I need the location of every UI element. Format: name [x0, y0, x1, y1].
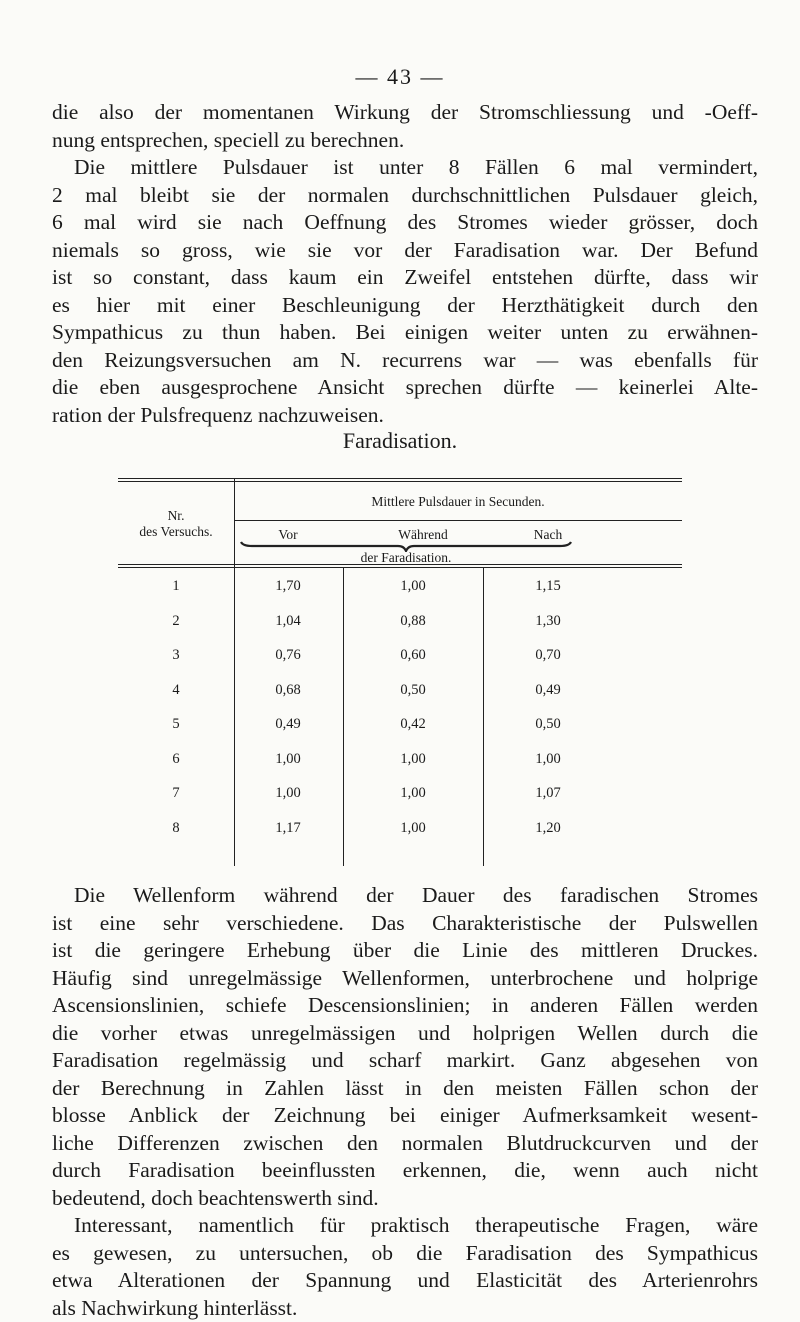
column-divider [483, 567, 484, 866]
text-line: die eben ausgesprochene Ansicht sprechen dürfte — keinerlei Alte- [52, 374, 758, 402]
text-line: die also der momentanen Wirkung der Stromschliessung und -Oeff- [52, 99, 758, 127]
paragraph-1 [52, 99, 758, 429]
table-cell-nr: 6 [136, 751, 216, 768]
text-line: nung entsprechen, speciell zu berechnen. [52, 127, 758, 155]
text-line: durch Faradisation beeinflussten erkennen, die, wenn auch nicht [52, 1157, 758, 1185]
table-cell-waehrend: 0,60 [373, 647, 453, 664]
column-divider [343, 567, 344, 866]
table-cell-nr: 8 [136, 820, 216, 837]
col-nr-label-2: des Versuchs. [118, 524, 234, 540]
text-line: als Nachwirkung hinterlässt. [52, 1295, 758, 1322]
table-cell-waehrend: 1,00 [373, 578, 453, 595]
table-cell-vor: 1,17 [248, 820, 328, 837]
text-line: 6 mal wird sie nach Oeffnung des Stromes wieder grösser, doch [52, 209, 758, 237]
table-cell-waehrend: 0,88 [373, 613, 453, 630]
text-line: bedeutend, doch beachtenswerth sind. [52, 1185, 758, 1213]
text-line: die vorher etwas unregelmässigen und holprigen Wellen durch die [52, 1020, 758, 1048]
text-line: den Reizungsversuchen am N. recurrens war — was ebenfalls für [52, 347, 758, 375]
text-line: Die mittlere Pulsdauer ist unter 8 Fällen 6 mal vermindert, [52, 154, 758, 182]
text-line: Ascensionslinien, schiefe Descensionslinien; in anderen Fällen werden [52, 992, 758, 1020]
table-cell-nach: 1,00 [508, 751, 588, 768]
table-cell-nach: 0,50 [508, 716, 588, 733]
table-cell-vor: 1,00 [248, 751, 328, 768]
col-nach-header: Nach [498, 527, 598, 543]
text-line: Häufig sind unregelmässige Wellenformen, unterbrochene und holprige [52, 965, 758, 993]
table-cell-nach: 1,07 [508, 785, 588, 802]
paragraph-2 [52, 882, 758, 1322]
table-cell-nach: 1,15 [508, 578, 588, 595]
table-cell-waehrend: 0,42 [373, 716, 453, 733]
table-cell-nr: 5 [136, 716, 216, 733]
table-cell-vor: 1,04 [248, 613, 328, 630]
column-divider [234, 478, 235, 866]
table-cell-nr: 2 [136, 613, 216, 630]
table-cell-vor: 0,49 [248, 716, 328, 733]
text-line: ist so constant, dass kaum ein Zweifel entstehen dürfte, dass wir [52, 264, 758, 292]
table-top-rule [118, 478, 682, 479]
text-line: es gewesen, zu untersuchen, ob die Faradisation des Sympathicus [52, 1240, 758, 1268]
table-cell-vor: 0,68 [248, 682, 328, 699]
text-line: Interessant, namentlich für praktisch therapeutische Fragen, wäre [52, 1212, 758, 1240]
table-cell-waehrend: 1,00 [373, 751, 453, 768]
pulse-duration-table [118, 478, 682, 866]
header-sub-rule [234, 520, 682, 521]
text-line: Die Wellenform während der Dauer des faradischen Stromes [52, 882, 758, 910]
header-bottom-rule [118, 567, 682, 568]
table-cell-waehrend: 1,00 [373, 785, 453, 802]
table-cell-nach: 0,70 [508, 647, 588, 664]
text-line: Sympathicus zu thun haben. Bei einigen weiter unten zu erwähnen- [52, 319, 758, 347]
table-cell-nr: 4 [136, 682, 216, 699]
table-cell-vor: 1,70 [248, 578, 328, 595]
table-cell-nr: 3 [136, 647, 216, 664]
group-header: Mittlere Pulsdauer in Secunden. [234, 494, 682, 510]
table-cell-nach: 1,20 [508, 820, 588, 837]
table-cell-nr: 1 [136, 578, 216, 595]
table-cell-vor: 1,00 [248, 785, 328, 802]
table-cell-waehrend: 1,00 [373, 820, 453, 837]
section-heading: Faradisation. [0, 428, 800, 454]
brace-label: der Faradisation. [268, 550, 544, 566]
text-line: blosse Anblick der Zeichnung bei einiger Aufmerksamkeit wesent- [52, 1102, 758, 1130]
text-line: ration der Pulsfrequenz nachzuweisen. [52, 402, 758, 430]
text-line: der Berechnung in Zahlen lässt in den meisten Fällen schon der [52, 1075, 758, 1103]
col-nr-label: Nr. [118, 508, 234, 524]
text-line: ist eine sehr verschiedene. Das Charakteristische der Pulswellen [52, 910, 758, 938]
text-line: es hier mit einer Beschleunigung der Herzthätigkeit durch den [52, 292, 758, 320]
col-waehrend-header: Während [373, 527, 473, 543]
page-number: — 43 — [0, 64, 800, 90]
text-line: etwa Alterationen der Spannung und Elasticität des Arterienrohrs [52, 1267, 758, 1295]
text-line: Faradisation regelmässig und scharf markirt. Ganz abgesehen von [52, 1047, 758, 1075]
table-cell-waehrend: 0,50 [373, 682, 453, 699]
col-vor-header: Vor [248, 527, 328, 543]
table-cell-vor: 0,76 [248, 647, 328, 664]
text-line: ist die geringere Erhebung über die Linie des mittleren Druckes. [52, 937, 758, 965]
table-cell-nach: 0,49 [508, 682, 588, 699]
table-top-rule [118, 481, 682, 482]
table-cell-nr: 7 [136, 785, 216, 802]
text-line: niemals so gross, wie sie vor der Faradisation war. Der Befund [52, 237, 758, 265]
text-line: 2 mal bleibt sie der normalen durchschnittlichen Pulsdauer gleich, [52, 182, 758, 210]
table-cell-nach: 1,30 [508, 613, 588, 630]
text-line: liche Differenzen zwischen den normalen Blutdruckcurven und der [52, 1130, 758, 1158]
